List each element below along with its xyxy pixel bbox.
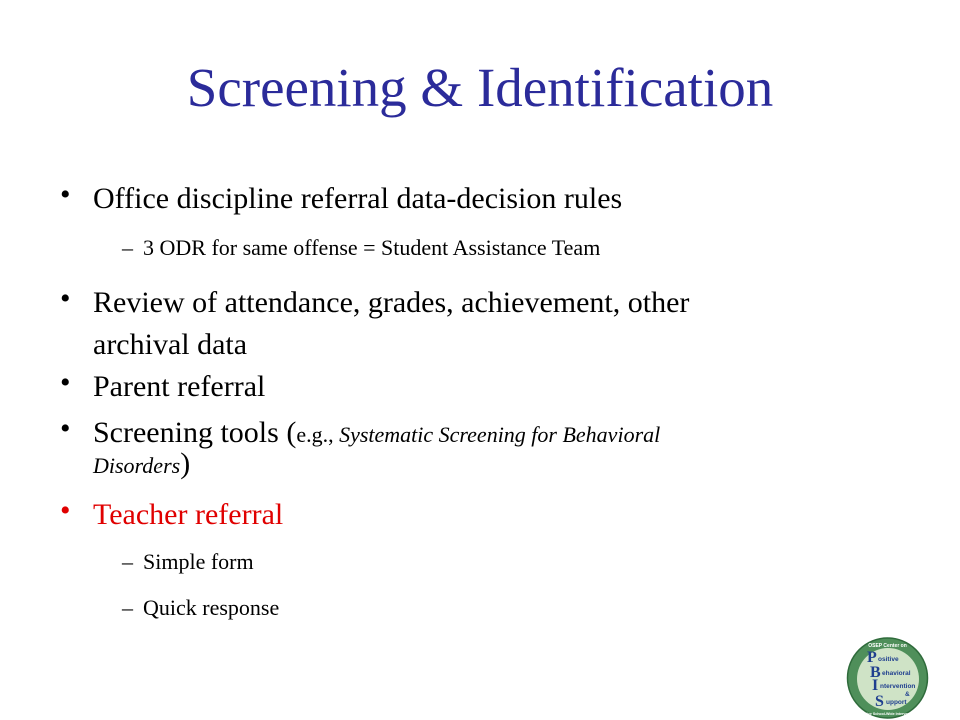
logo-top-text: OSEP Center on <box>868 643 907 649</box>
logo-letter-b: B <box>870 664 881 681</box>
logo-letter-i: I <box>872 677 879 694</box>
slide-title: Screening & Identification <box>186 57 774 118</box>
logo-letter-s: S <box>875 693 884 710</box>
bullet-text: Teacher referral <box>93 498 284 531</box>
bullet-text-line2: archival data <box>93 328 248 361</box>
logo-word-s: upport <box>886 699 907 706</box>
tool-name-line2: Disorders <box>93 453 181 478</box>
bullet-marker: • <box>60 366 71 399</box>
bullet-marker: • <box>60 282 71 315</box>
paren-close: ) <box>180 447 191 480</box>
logo-letter-p: P <box>867 649 877 666</box>
dash-marker: – <box>122 595 133 620</box>
sub-item-text: Quick response <box>143 595 280 620</box>
bullet-text: Parent referral <box>93 370 266 403</box>
bullet-text-line2 <box>93 448 190 482</box>
logo-word-b: ehavioral <box>882 670 911 677</box>
sub-item-text: 3 ODR for same offense = Student Assistance Team <box>143 235 601 260</box>
paren-open: ( <box>286 416 297 449</box>
logo-bottom-text: Effective School-Wide Interventions <box>856 712 919 716</box>
bullet-marker: • <box>60 494 71 527</box>
sub-item-text: Simple form <box>143 549 254 574</box>
dash-marker: – <box>122 549 133 574</box>
screening-tools-text: Screening tools <box>93 416 287 449</box>
tool-name-line1: Systematic Screening for Behavioral <box>333 422 661 447</box>
logo-word-i: ntervention <box>880 683 916 690</box>
dash-marker: – <box>122 235 133 260</box>
logo-ampersand: & <box>905 691 910 698</box>
eg-text: e.g., <box>296 422 334 447</box>
bullet-marker: • <box>60 412 71 445</box>
bullet-marker: • <box>60 178 71 211</box>
bullet-text-line1: Review of attendance, grades, achievement, other <box>93 286 690 319</box>
logo-word-p: ositive <box>878 656 899 663</box>
bullet-text: Office discipline referral data-decision rules <box>93 182 623 215</box>
pbis-logo <box>845 637 930 719</box>
